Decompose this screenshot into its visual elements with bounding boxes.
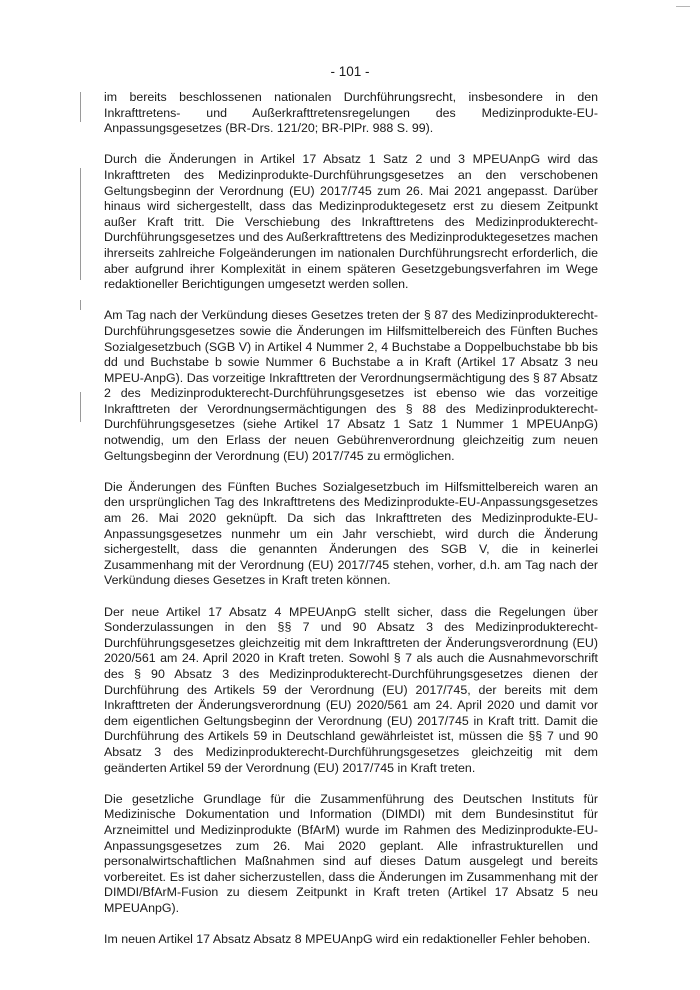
- paragraph-sgb-v: Die Änderungen des Fünften Buches Sozialgesetzbuch im Hilfsmittelbereich waren an den ursprünglichen Tag des Inkrafttretens des Medizinprodukte-EU-Anpassungsgesetzes am 26. Mai 2020 geknüpft. Da sich das Inkrafttreten des Medizinprodukte-EU-Anpassungsgesetzes nunmehr um ein Jahr verschiebt, wird durch die Änderung sichergestellt, dass die genannten Änderungen des SGB V, die in keinerlei Zusammenhang mit der Verordnung (EU) 2017/745 stehen, vorher, d.h. am Tag nach der Verkündung dieses Gesetzes in Kraft treten können.: [104, 479, 598, 588]
- body-text: [104, 90, 598, 948]
- paragraph-continuation: im bereits beschlossenen nationalen Durchführungsrecht, insbesondere in den Inkrafttretens- und Außerkrafttretensregelungen des Medizinprodukte-EU-Anpassungsgesetzes (BR-Drs. 121/20; BR-PlPr. 988 S. 99).: [104, 90, 598, 136]
- paragraph-article-17-8: Im neuen Artikel 17 Absatz Absatz 8 MPEUAnpG wird ein redaktioneller Fehler behoben.: [104, 932, 591, 947]
- paragraph-article-17-4: Der neue Artikel 17 Absatz 4 MPEUAnpG stellt sicher, dass die Regelungen über Sonderzulassungen in den §§ 7 und 90 Absatz 3 des Medizinprodukterecht-Durchführungsgesetzes gleichzeitig mit dem Inkrafttreten der Änderungsverordnung (EU) 2020/561 am 24. April 2020 in Kraft treten. Sowohl § 7 als auch die Ausnahmevorschrift des § 90 Absatz 3 des Medizinprodukterecht-Durchführungsgesetzes dienen der Durchführung des Artikels 59 der Verordnung (EU) 2017/745, der bereits mit dem Inkrafttreten der Änderungsverordnung (EU) 2020/561 am 24. April 2020 und damit vor dem eigentlichen Geltungsbeginn der Verordnung (EU) 2017/745 in Kraft tritt. Damit die Durchführung des Artikels 59 in Deutschland gewährleistet ist, müssen die §§ 7 und 90 Absatz 3 des Medizinprodukterecht-Durchführungsgesetzes gleichzeitig mit dem geänderten Artikel 59 der Verordnung (EU) 2017/745 in Kraft treten.: [104, 604, 598, 775]
- paragraph-article-17-1: Durch die Änderungen in Artikel 17 Absatz 1 Satz 2 und 3 MPEUAnpG wird das Inkrafttreten des Medizinprodukte-Durchführungsgesetzes an den verschobenen Geltungsbeginn der Verordnung (EU) 2017/745 zum 26. Mai 2021 angepasst. Darüber hinaus wird sichergestellt, dass das Medizinproduktegesetz erst zu diesem Zeitpunkt außer Kraft tritt. Die Verschiebung des Inkrafttretens des Medizinprodukterecht-Durchführungsgesetzes und des Außerkrafttretens des Medizinproduktegesetzes machen ihrerseits zahlreiche Folgeänderungen im nationalen Durchführungsrecht erforderlich, die aber aufgrund ihrer Komplexität in einem späteren Gesetzgebungsverfahren im Wege redaktioneller Berichtigungen umgesetzt werden sollen.: [104, 152, 598, 292]
- margin-change-bar: [80, 300, 81, 310]
- margin-change-bar: [80, 92, 81, 122]
- page-number: - 101 -: [330, 64, 370, 79]
- margin-change-bar: [80, 168, 81, 280]
- scan-corner-mark: [676, 6, 690, 7]
- paragraph-article-17-3: Am Tag nach der Verkündung dieses Gesetzes treten der § 87 des Medizinprodukterecht-Durchführungsgesetzes sowie die Änderungen im Hilfsmittelbereich des Fünften Buches Sozialgesetzbuch (SGB V) in Artikel 4 Nummer 2, 4 Buchstabe a Doppelbuchstabe bb bis dd und Buchstabe b sowie Nummer 6 Buchstabe a in Kraft (Artikel 17 Absatz 3 neu MPEU-AnpG). Das vorzeitige Inkrafttreten der Verordnungsermächtigung des § 87 Absatz 2 des Medizinprodukterecht-Durchführungsgesetzes ist ebenso wie das vorzeitige Inkrafttreten der Verordnungsermächtigungen des § 88 des Medizinprodukterecht-Durchführungsgesetzes (siehe Artikel 17 Absatz 1 Satz 1 Nummer 1 MPEUAnpG) notwendig, um den Erlass der neuen Gebührenverordnung gleichzeitig zum neuen Geltungsbeginn der Verordnung (EU) 2017/745 zu ermöglichen.: [104, 308, 598, 463]
- margin-change-bar: [80, 392, 81, 422]
- paragraph-dimdi-bfarm: Die gesetzliche Grundlage für die Zusammenführung des Deutschen Instituts für Medizinische Dokumentation und Information (DIMDI) mit dem Bundesinstitut für Arzneimittel und Medizinprodukte (BfArM) wurde im Rahmen des Medizinprodukte-EU-Anpassungsgesetzes zum 26. Mai 2020 geplant. Alle infrastrukturellen und personalwirtschaftlichen Maßnahmen sind auf dieses Datum ausgelegt und bereits vorbereitet. Es ist daher sicherzustellen, dass die Änderungen im Zusammenhang mit der DIMDI/BfArM-Fusion zu diesem Zeitpunkt in Kraft treten (Artikel 17 Absatz 5 neu MPEUAnpG).: [104, 791, 598, 915]
